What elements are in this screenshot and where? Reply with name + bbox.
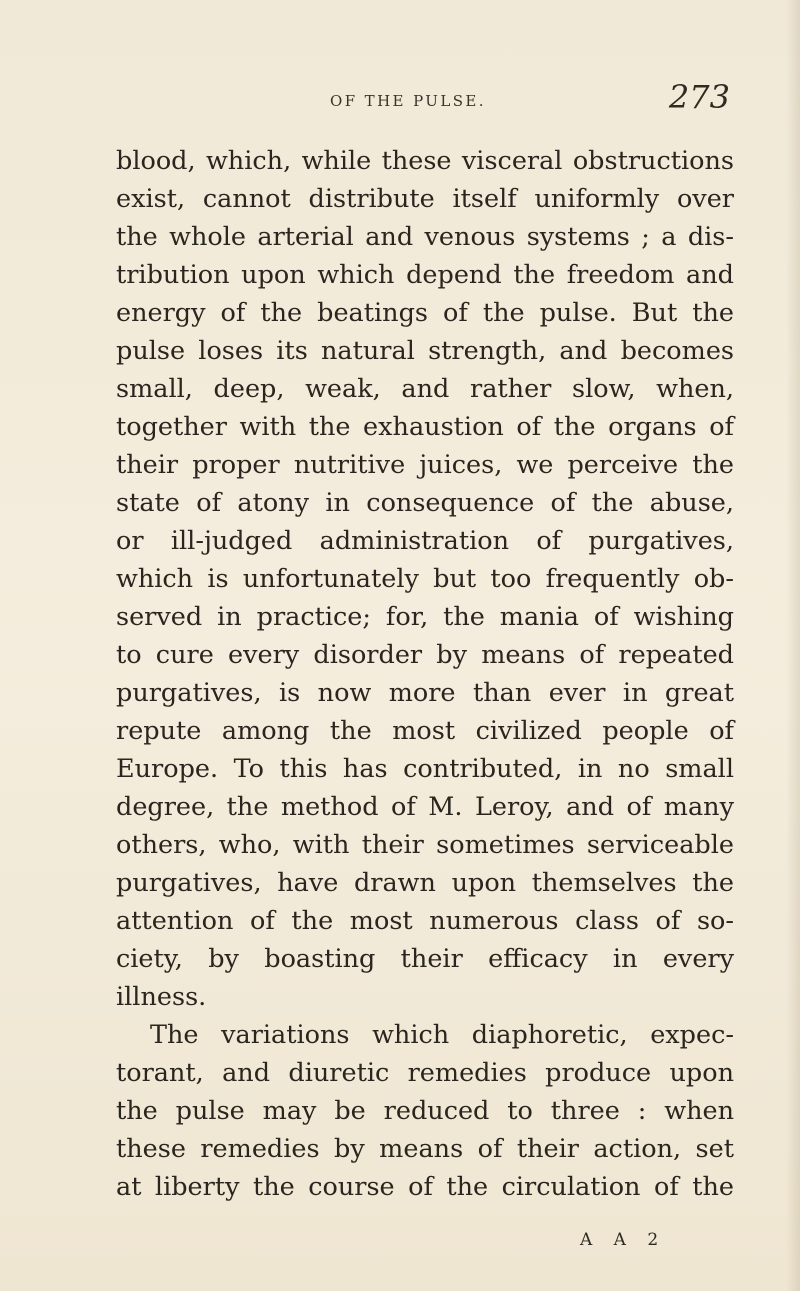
text-line: illness. <box>116 982 207 1012</box>
text-line: purgatives, is now more than ever in great <box>116 678 734 708</box>
signature-mark: A A 2 <box>580 1230 667 1250</box>
text-line: attention of the most numerous class of so- <box>116 906 734 936</box>
text-line: repute among the most civilized people of <box>116 716 734 746</box>
text-line: to cure every disorder by means of repeated <box>116 640 734 670</box>
text-line: purgatives, have drawn upon themselves the <box>116 868 734 898</box>
text-line: Europe. To this has contributed, in no small <box>116 754 734 784</box>
text-line: torant, and diuretic remedies produce upon <box>116 1058 734 1088</box>
text-line: pulse loses its natural strength, and becomes <box>116 336 734 366</box>
text-line: small, deep, weak, and rather slow, when, <box>116 374 734 404</box>
text-line: served in practice; for, the mania of wishing <box>116 602 734 632</box>
text-line: degree, the method of M. Leroy, and of many <box>116 792 734 822</box>
text-line: which is unfortunately but too frequently ob- <box>116 564 734 594</box>
text-line: these remedies by means of their action, set <box>116 1134 734 1164</box>
page-edge-shadow <box>786 0 800 1291</box>
text-line: The variations which diaphoretic, expec- <box>150 1020 734 1050</box>
text-line: or ill-judged administration of purgatives, <box>116 526 734 556</box>
text-line: blood, which, while these visceral obstructions <box>116 146 734 176</box>
text-line: energy of the beatings of the pulse. But the <box>116 298 734 328</box>
text-line: tribution upon which depend the freedom and <box>116 260 734 290</box>
text-line: the whole arterial and venous systems ; a dis- <box>116 222 734 252</box>
text-line: together with the exhaustion of the organs of <box>116 412 734 442</box>
text-line: state of atony in consequence of the abuse, <box>116 488 734 518</box>
text-line: exist, cannot distribute itself uniformly over <box>116 184 734 214</box>
text-line: their proper nutritive juices, we perceive the <box>116 450 734 480</box>
text-line: ciety, by boasting their efficacy in every <box>116 944 734 974</box>
body-text <box>116 142 734 1206</box>
text-line: the pulse may be reduced to three : when <box>116 1096 734 1126</box>
text-line: at liberty the course of the circulation of the <box>116 1172 734 1202</box>
running-title: OF THE PULSE. <box>330 92 486 110</box>
page-number: 273 <box>668 78 730 116</box>
running-head <box>0 78 800 126</box>
text-line: others, who, with their sometimes serviceable <box>116 830 734 860</box>
